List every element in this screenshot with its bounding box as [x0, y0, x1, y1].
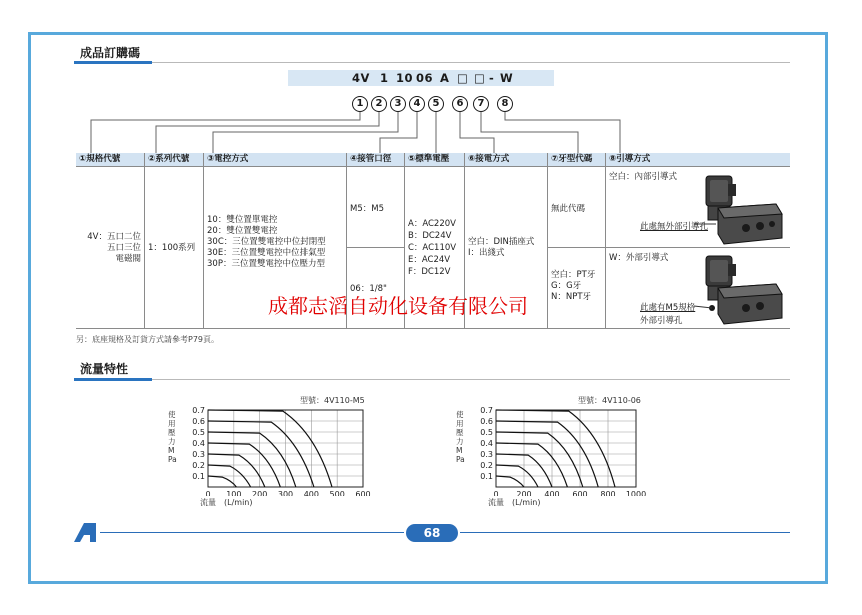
order-code-marker: 2 [371, 96, 387, 112]
connector-lines [0, 0, 862, 160]
chart-2-ylabel: 使用壓力 MPa [456, 410, 471, 464]
order-code-part: 4V [352, 71, 370, 85]
order-code-marker: 3 [390, 96, 406, 112]
pilot-external-caption-1: 此處有M5規格 [640, 303, 696, 313]
order-code-part: 06 [416, 71, 434, 85]
table-line [76, 328, 790, 329]
table-line [605, 153, 606, 328]
company-watermark: 成都志滔自动化设备有限公司 [268, 294, 528, 318]
header-control: ③電控方式 [204, 153, 346, 166]
chart-1 [180, 400, 380, 496]
order-code-part: □ [457, 71, 469, 85]
page-number: 68 [406, 524, 458, 542]
y-tick-label: 0.4 [480, 439, 493, 448]
header-spec: ①規格代號 [76, 153, 144, 166]
control-line: 30C：三位置雙電控中位封閉型 [207, 237, 326, 247]
spec-line: 五口三位 [106, 243, 141, 253]
header-port: ④接管口徑 [347, 153, 404, 166]
valve-image-internal [688, 170, 788, 248]
x-tick-label: 600 [355, 490, 371, 496]
spec-line: 電磁閥 [115, 254, 141, 264]
cell-series: 1：100系列 [148, 243, 196, 253]
y-tick-label: 0.5 [480, 428, 493, 437]
flow-curve [208, 476, 236, 487]
footer-line [100, 532, 404, 533]
section-divider [74, 379, 790, 380]
order-code-marker: 8 [497, 96, 513, 112]
cell-port-m5: M5：M5 [350, 204, 384, 214]
table-line [346, 247, 404, 248]
x-tick-label: 500 [329, 490, 345, 496]
footer-line [460, 532, 790, 533]
control-line: 30E：三位置雙電控中位排氣型 [207, 248, 326, 258]
chart-1-title: 型號：4V110-M5 [300, 396, 365, 405]
pilot-external-caption-2: 外部引導孔 [640, 316, 683, 326]
order-code-part: W [500, 71, 514, 85]
cell-thread-none: 無此代碼 [551, 204, 586, 214]
x-tick-label: 200 [516, 490, 532, 496]
chart-1-xlabel: 流量 (L/min) [200, 498, 253, 507]
control-line: 10：雙位置單電控 [207, 215, 278, 225]
voltage-line: B：DC24V [408, 231, 452, 241]
x-tick-label: 800 [600, 490, 616, 496]
section-title-flow: 流量特性 [80, 362, 129, 376]
chart-2-title: 型號：4V110-06 [578, 396, 641, 405]
connection-line: 空白：DIN插座式 [468, 237, 535, 247]
chart-2-xlabel: 流量 (L/min) [488, 498, 541, 507]
order-code-marker: 1 [352, 96, 368, 112]
y-tick-label: 0.7 [192, 406, 205, 415]
header-connection: ⑥接電方式 [465, 153, 547, 166]
table-line [203, 153, 204, 328]
thread-line: G：G牙 [551, 281, 582, 291]
x-tick-label: 400 [303, 490, 319, 496]
spec-line: 4V：五口二位 [87, 232, 141, 242]
x-tick-label: 0 [493, 490, 499, 496]
y-tick-label: 0.2 [192, 461, 205, 470]
table-line [144, 153, 145, 328]
x-tick-label: 300 [277, 490, 294, 496]
pilot-external: W：外部引導式 [609, 253, 669, 263]
y-tick-label: 0.7 [480, 406, 493, 415]
valve-image-external [688, 250, 788, 328]
pilot-internal: 空白：內部引導式 [609, 172, 678, 182]
pilot-internal-caption: 此處無外部引導孔 [640, 222, 709, 232]
header-series: ②系列代號 [145, 153, 203, 166]
order-code-part: - [489, 71, 495, 85]
order-code-marker: 5 [428, 96, 444, 112]
voltage-line: E：AC24V [408, 255, 451, 265]
x-tick-label: 600 [572, 490, 588, 496]
flow-curve [208, 432, 296, 487]
footnote: 另：底座規格及訂貨方式請參考P79頁。 [76, 335, 220, 344]
header-pilot: ⑧引導方式 [606, 153, 790, 166]
y-tick-label: 0.3 [192, 450, 205, 459]
x-tick-label: 0 [205, 490, 211, 496]
flow-curve [496, 476, 524, 487]
cell-voltage [408, 218, 456, 278]
y-tick-label: 0.1 [480, 472, 493, 481]
order-code-part: □ [474, 71, 486, 85]
y-tick-label: 0.2 [480, 461, 493, 470]
order-code-part: 1 [380, 71, 389, 85]
brand-logo [72, 521, 98, 543]
table-line [547, 153, 548, 328]
x-tick-label: 400 [544, 490, 560, 496]
header-thread: ⑦牙型代碼 [548, 153, 605, 166]
cell-control [207, 215, 326, 270]
section-title-order-code: 成品訂購碼 [80, 46, 141, 60]
control-line: 30P：三位置雙電控中位壓力型 [207, 259, 325, 269]
voltage-line: C：AC110V [408, 243, 457, 253]
x-tick-label: 100 [226, 490, 242, 496]
thread-line: 空白：PT牙 [551, 270, 596, 280]
voltage-line: F：DC12V [408, 267, 451, 277]
x-tick-label: 200 [252, 490, 268, 496]
connection-line: I：出綫式 [468, 248, 505, 258]
order-code-part: A [440, 71, 450, 85]
thread-line: N：NPT牙 [551, 292, 592, 302]
y-tick-label: 0.5 [192, 428, 205, 437]
chart-1-ylabel: 使用壓力 MPa [168, 410, 183, 464]
cell-thread [551, 270, 595, 303]
cell-connection [468, 237, 534, 259]
y-tick-label: 0.4 [192, 439, 205, 448]
cell-port-06: 06：1/8" [350, 284, 387, 294]
y-tick-label: 0.3 [480, 450, 493, 459]
y-tick-label: 0.6 [192, 417, 205, 426]
control-line: 20：雙位置雙電控 [207, 226, 278, 236]
voltage-line: A：AC220V [408, 219, 456, 229]
y-tick-label: 0.6 [480, 417, 493, 426]
order-code-marker: 4 [409, 96, 425, 112]
header-voltage: ⑤標準電壓 [405, 153, 464, 166]
y-tick-label: 0.1 [192, 472, 205, 481]
order-code-marker: 6 [452, 96, 468, 112]
order-code-part: 10 [396, 71, 414, 85]
x-tick-label: 1000 [625, 490, 647, 496]
flow-curve [496, 432, 583, 487]
chart-2 [468, 400, 648, 496]
cell-spec [79, 232, 141, 265]
table-line [76, 166, 790, 167]
order-code-marker: 7 [473, 96, 489, 112]
